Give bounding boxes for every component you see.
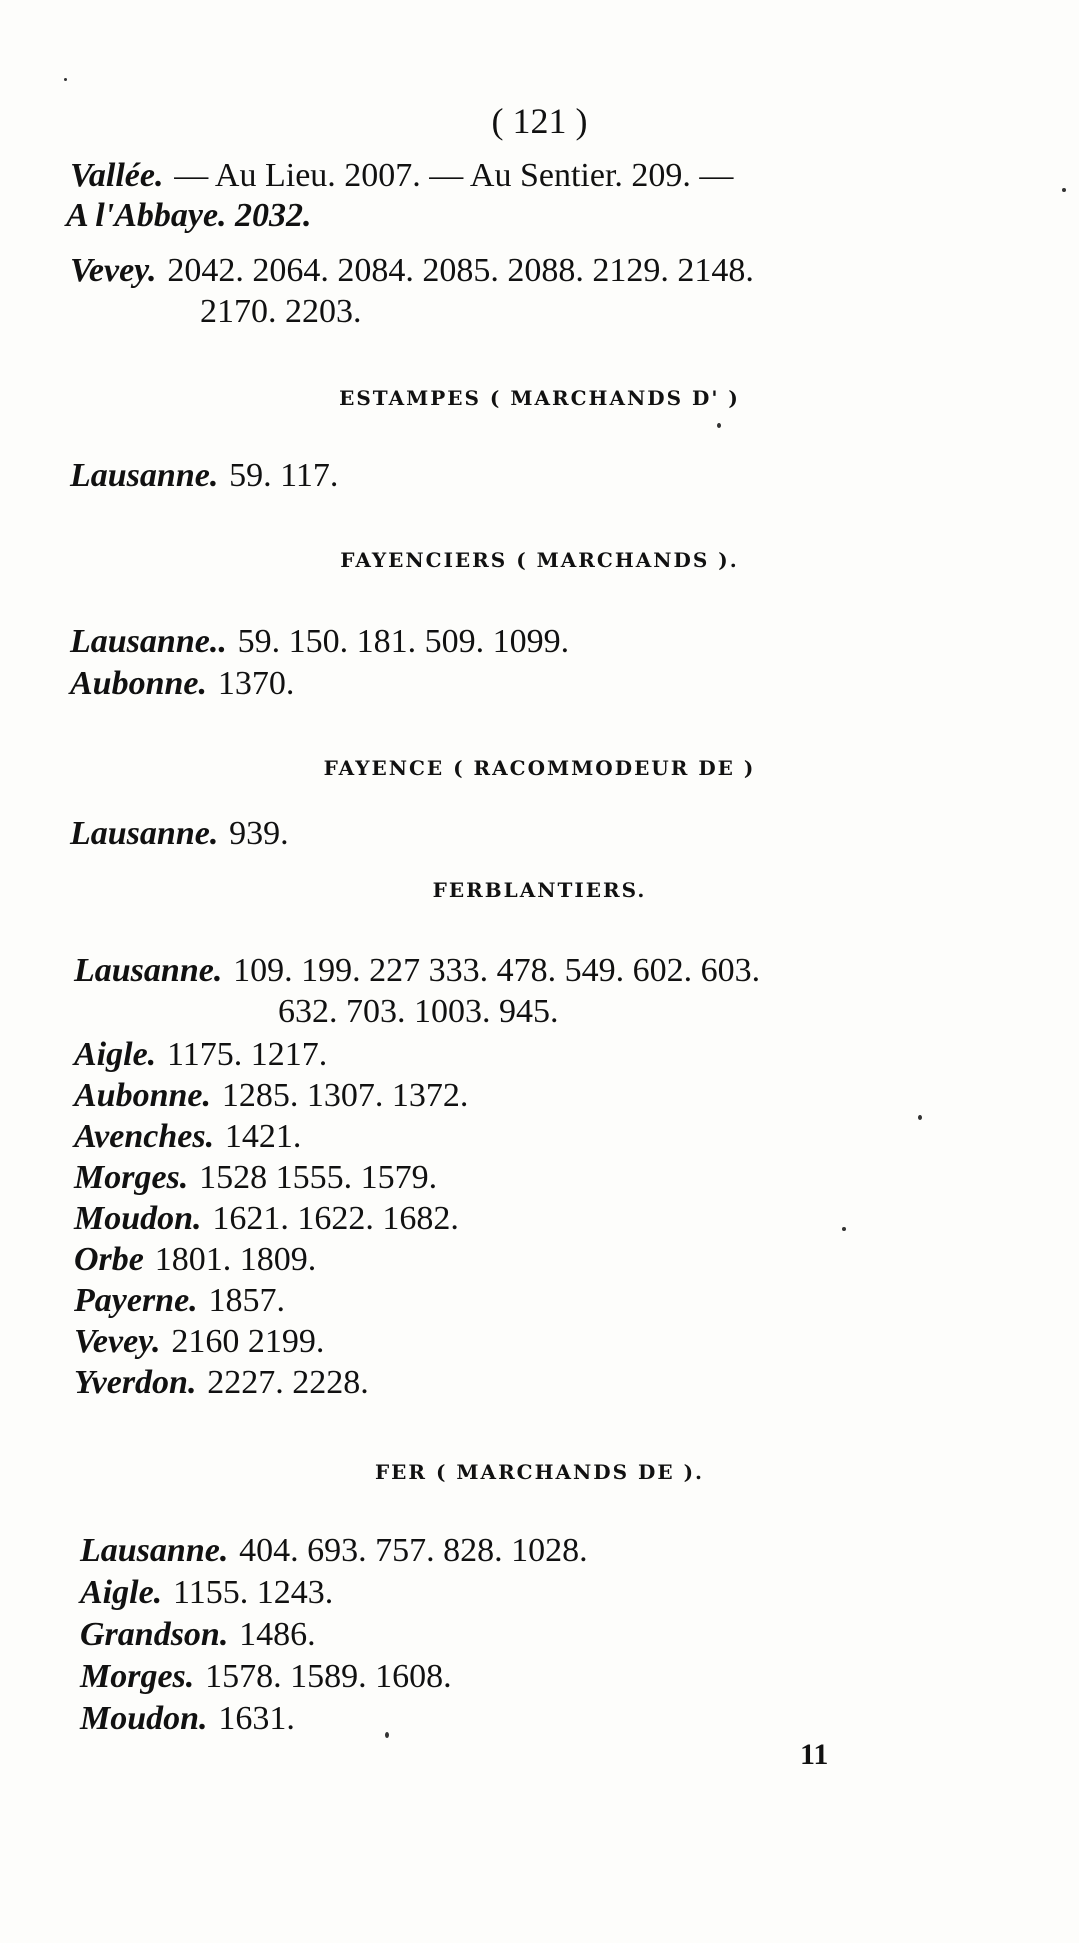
entry-row [70, 663, 294, 704]
entry-numbers: 1486. [239, 1616, 316, 1653]
place-name: Yverdon. [74, 1364, 197, 1401]
entry-numbers: 1857. [208, 1282, 285, 1319]
place-name: Vallée. [70, 157, 164, 194]
entry-row [70, 813, 289, 854]
print-speck [717, 423, 721, 428]
entry-numbers: 59. 117. [229, 457, 339, 494]
entry-numbers: 1621. 1622. 1682. [212, 1200, 459, 1237]
print-speck [1062, 188, 1066, 192]
entry-row [74, 1157, 437, 1198]
entry-numbers: 1631. [218, 1700, 295, 1737]
place-name: Moudon. [74, 1200, 202, 1237]
place-name: Morges. [80, 1658, 195, 1695]
page-number: ( 121 ) [491, 101, 588, 141]
entry-numbers: 2227. 2228. [207, 1364, 369, 1401]
signature-mark: 11 [800, 1738, 829, 1771]
entry-numbers: — Au Lieu. 2007. — Au Sentier. 209. — [174, 157, 734, 194]
entry-row [74, 1321, 324, 1362]
entry-numbers: 939. [229, 815, 289, 852]
entry-numbers: 1370. [217, 665, 295, 702]
entry-numbers: 59. 150. 181. 509. 1099. [237, 623, 570, 660]
place-name: Lausanne.. [70, 623, 227, 660]
entry-numbers: 109. 199. 227 333. 478. 549. 602. 603. [233, 952, 761, 989]
place-name: Aubonne. [74, 1077, 211, 1114]
place-name: Aubonne. [70, 665, 207, 702]
place-name: Moudon. [80, 1700, 208, 1737]
place-name: Aigle. [74, 1036, 157, 1073]
entry-numbers: 1285. 1307. 1372. [221, 1077, 469, 1114]
entry-row [70, 455, 338, 496]
entry-numbers: 1801. 1809. [154, 1241, 317, 1278]
place-name: Lausanne. [80, 1532, 229, 1569]
entry-numbers: 1578. 1589. 1608. [205, 1658, 452, 1695]
entry-row [74, 1116, 301, 1157]
entry-row [80, 1698, 295, 1739]
entry-numbers-continued: 632. 703. 1003. 945. [278, 993, 559, 1030]
entry-row [74, 1075, 468, 1116]
print-speck [842, 1227, 846, 1231]
place-name: Vevey. [70, 252, 157, 289]
entry-row [74, 1362, 369, 1403]
place-name: Morges. [74, 1159, 189, 1196]
print-speck [385, 1732, 389, 1738]
entry-numbers-continued: 2170. 2203. [200, 293, 362, 330]
entry-row [74, 1198, 459, 1239]
place-name: Lausanne. [74, 952, 223, 989]
entry-row [74, 1239, 316, 1280]
entry-numbers: 1155. 1243. [172, 1574, 334, 1611]
section-heading-fayenciers: FAYENCIERS ( MARCHANDS ). [340, 548, 739, 572]
entry-numbers: 1528 1555. 1579. [199, 1159, 438, 1196]
place-name: Vevey. [74, 1323, 161, 1360]
place-name: Orbe [74, 1241, 144, 1278]
place-name: Payerne. [74, 1282, 198, 1319]
place-name: Aigle. [80, 1574, 163, 1611]
entry-row [80, 1572, 333, 1613]
section-heading-ferblantiers: FERBLANTIERS. [432, 878, 647, 902]
entry-numbers: 404. 693. 757. 828. 1028. [239, 1532, 588, 1569]
place-name: Avenches. [74, 1118, 215, 1155]
entry-vevey [70, 250, 754, 291]
section-heading-fayence: FAYENCE ( RACOMMODEUR DE ) [323, 756, 756, 780]
section-heading-fer: FER ( MARCHANDS DE ). [374, 1460, 705, 1484]
place-name: Grandson. [80, 1616, 229, 1653]
entry-numbers: 1175. 1217. [166, 1036, 328, 1073]
entry-numbers: 1421. [224, 1118, 302, 1155]
entry-row [80, 1530, 588, 1571]
entry-vallee-abbaye: A l'Abbaye. 2032. [66, 197, 312, 234]
print-speck [918, 1115, 922, 1120]
place-name: Lausanne. [70, 815, 219, 852]
entry-row [70, 621, 569, 662]
entry-vallee [70, 155, 733, 196]
entry-row [80, 1656, 452, 1697]
place-name: Lausanne. [70, 457, 219, 494]
entry-row [80, 1614, 316, 1655]
print-speck [64, 78, 67, 81]
entry-numbers: 2160 2199. [171, 1323, 325, 1360]
entry-row [74, 950, 760, 991]
section-heading-estampes: ESTAMPES ( MARCHANDS D' ) [339, 386, 740, 410]
entry-row [74, 1280, 285, 1321]
entry-row [74, 1034, 327, 1075]
entry-numbers: 2042. 2064. 2084. 2085. 2088. 2129. 2148. [167, 252, 754, 289]
